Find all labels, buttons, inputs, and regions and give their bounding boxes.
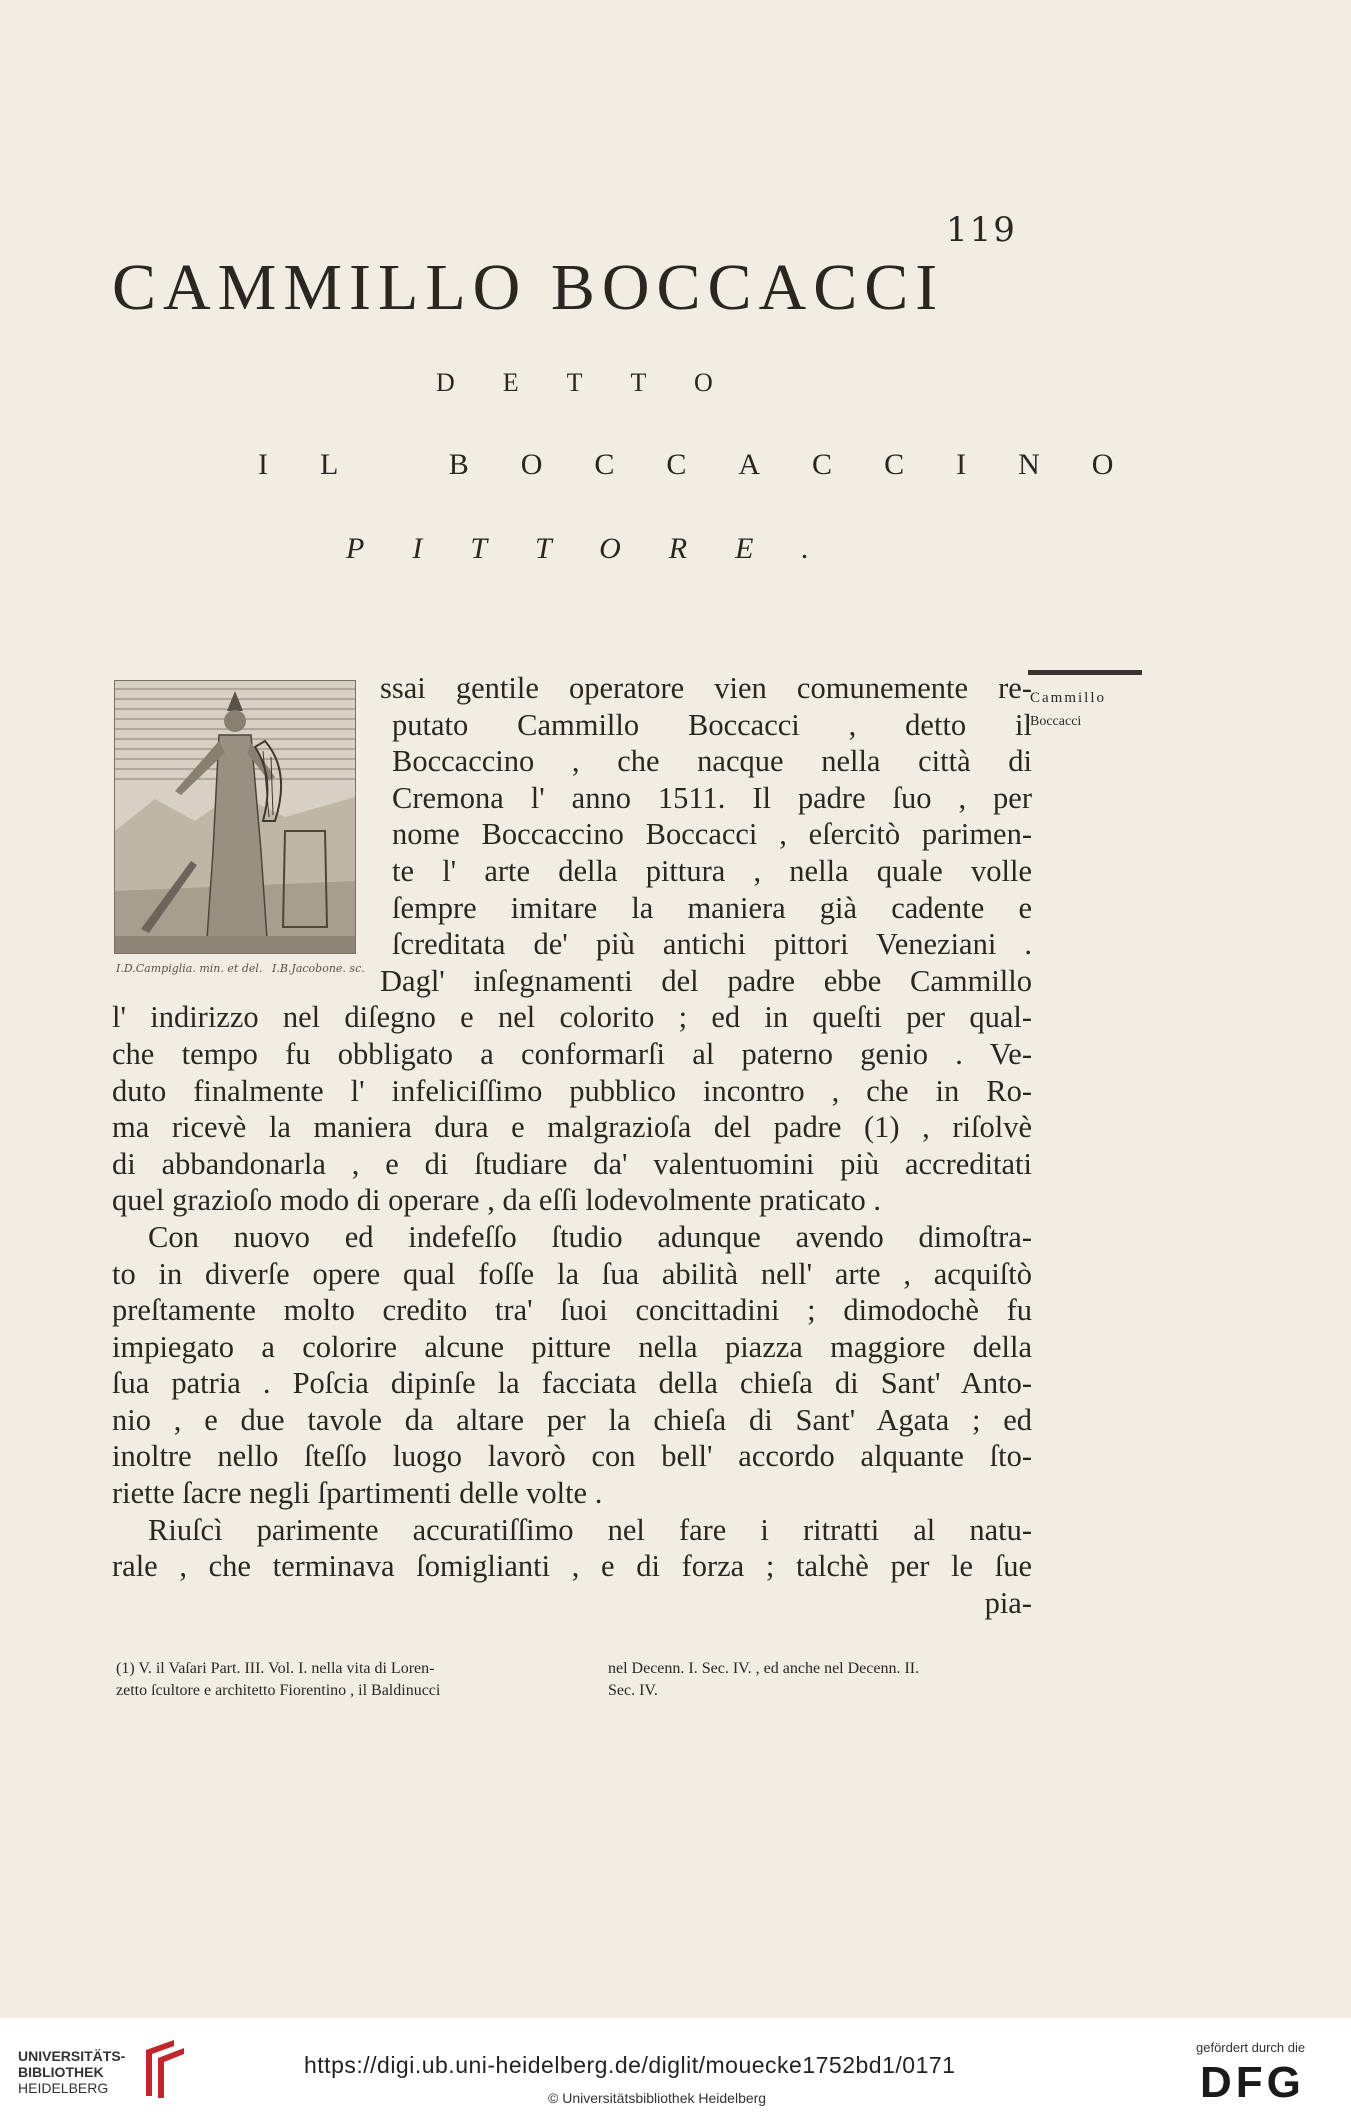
text-line: ſempre imitare la maniera già cadente e <box>392 890 1032 925</box>
text-line: ssai gentile operatore vien comunemente re- <box>380 671 1032 705</box>
body-text <box>112 670 1032 1621</box>
marginal-note-name: Cammillo <box>1030 690 1106 706</box>
marginal-note-surname: Boccacci <box>1030 714 1082 729</box>
footnote-left-column <box>116 1658 596 1702</box>
plate-caption-draftsman: I.D.Campiglia. min. et del. <box>116 962 263 975</box>
copyright-notice: © Universitätsbibliothek Heidelberg <box>548 2090 767 2106</box>
library-name-line: UNIVERSITÄTS- <box>18 2048 126 2064</box>
text-line: Cremona l' anno 1511. Il padre ſuo , per <box>392 780 1032 815</box>
text-line: rale , che terminava ſomiglianti , e di forza ; talchè per le ſue <box>112 1549 1032 1584</box>
library-name-line: BIBLIOTHEK <box>18 2064 104 2080</box>
text-line: putato Cammillo Boccacci , detto il <box>392 707 1032 742</box>
marginal-rule <box>1028 670 1142 675</box>
permalink-url[interactable]: https://digi.ub.uni-heidelberg.de/diglit/mouecke1752bd1/0171 <box>304 2052 956 2078</box>
dfg-logo[interactable]: DFG <box>1200 2058 1305 2107</box>
footnote-line: nel Decenn. I. Sec. IV. , ed anche nel Decenn. II. <box>608 1660 920 1677</box>
funder-label: gefördert durch die <box>1196 2040 1306 2055</box>
subtitle-detto: DETTO <box>436 368 761 397</box>
plate-caption-engraver: I.B.Jacobone. sc. <box>272 962 365 975</box>
footnote-line: (1) V. il Vaſari Part. III. Vol. I. nella vita di Loren- <box>116 1660 435 1677</box>
text-line: ma ricevè la maniera dura e malgrazioſa del padre (1) , riſolvè <box>112 1110 1032 1145</box>
page-title: CAMMILLO BOCCACCI <box>112 251 945 324</box>
library-logo-icon[interactable] <box>140 2036 190 2100</box>
text-line: quel grazioſo modo di operare , da eſſi lodevolmente praticato . <box>112 1183 882 1218</box>
text-line: ſcreditata de' più antichi pittori Veneziani . <box>392 927 1032 962</box>
text-line: Riuſcì parimente accuratiſſimo nel fare i ritratti al natu- <box>148 1512 1032 1547</box>
library-logo-text[interactable] <box>18 2048 125 2096</box>
text-line: l' indirizzo nel diſegno e nel colorito ; ed in queſti per qual- <box>112 1000 1032 1035</box>
subtitle-pittore: PITTORE. <box>346 532 857 565</box>
text-line: impiegato a colorire alcune pitture nella piazza maggiore della <box>112 1329 1032 1364</box>
text-line: che tempo fu obbligato a conformarſi al paterno genio . Ve- <box>112 1036 1032 1071</box>
text-line: duto finalmente l' infeliciſſimo pubblico incontro , che in Ro- <box>112 1073 1032 1108</box>
text-line: te l' arte della pittura , nella quale volle <box>392 853 1032 888</box>
text-line: nome Boccaccino Boccacci , eſercitò parimen- <box>392 817 1032 852</box>
page-number: 119 <box>946 210 1017 250</box>
text-line: inoltre nello ſteſſo luogo lavorò con bell' accordo alquante ſto- <box>112 1439 1032 1474</box>
text-line: preſtamente molto credito tra' ſuoi concittadini ; dimodochè fu <box>112 1293 1032 1328</box>
text-line: to in diverſe opere qual foſſe la ſua abilità nell' arte , acquiſtò <box>112 1256 1032 1291</box>
viewer-footer <box>0 2018 1351 2121</box>
text-line: Con nuovo ed indefeſſo ſtudio adunque avendo dimoſtra- <box>148 1219 1032 1254</box>
text-line: di abbandonarla , e di ſtudiare da' valentuomini più accreditati <box>112 1146 1032 1181</box>
catchword: pia- <box>984 1585 1032 1620</box>
text-line: riette ſacre negli ſpartimenti delle volte . <box>112 1476 603 1511</box>
library-name-line: HEIDELBERG <box>18 2080 109 2096</box>
text-line: Dagl' inſegnamenti del padre ebbe Cammillo <box>380 963 1032 998</box>
text-line: Boccaccino , che nacque nella città di <box>392 744 1032 779</box>
text-line: nio , e due tavole da altare per la chieſa di Sant' Agata ; ed <box>112 1402 1032 1437</box>
subtitle-boccaccino: IL BOCCACCINO <box>258 448 1166 481</box>
footnote-line: zetto ſcultore e architetto Fiorentino , il Baldinucci <box>116 1682 441 1699</box>
footnote-line: Sec. IV. <box>608 1682 658 1699</box>
footnote-right-column <box>608 1658 1044 1702</box>
text-line: ſua patria . Poſcia dipinſe la facciata della chieſa di Sant' Anto- <box>112 1366 1032 1401</box>
